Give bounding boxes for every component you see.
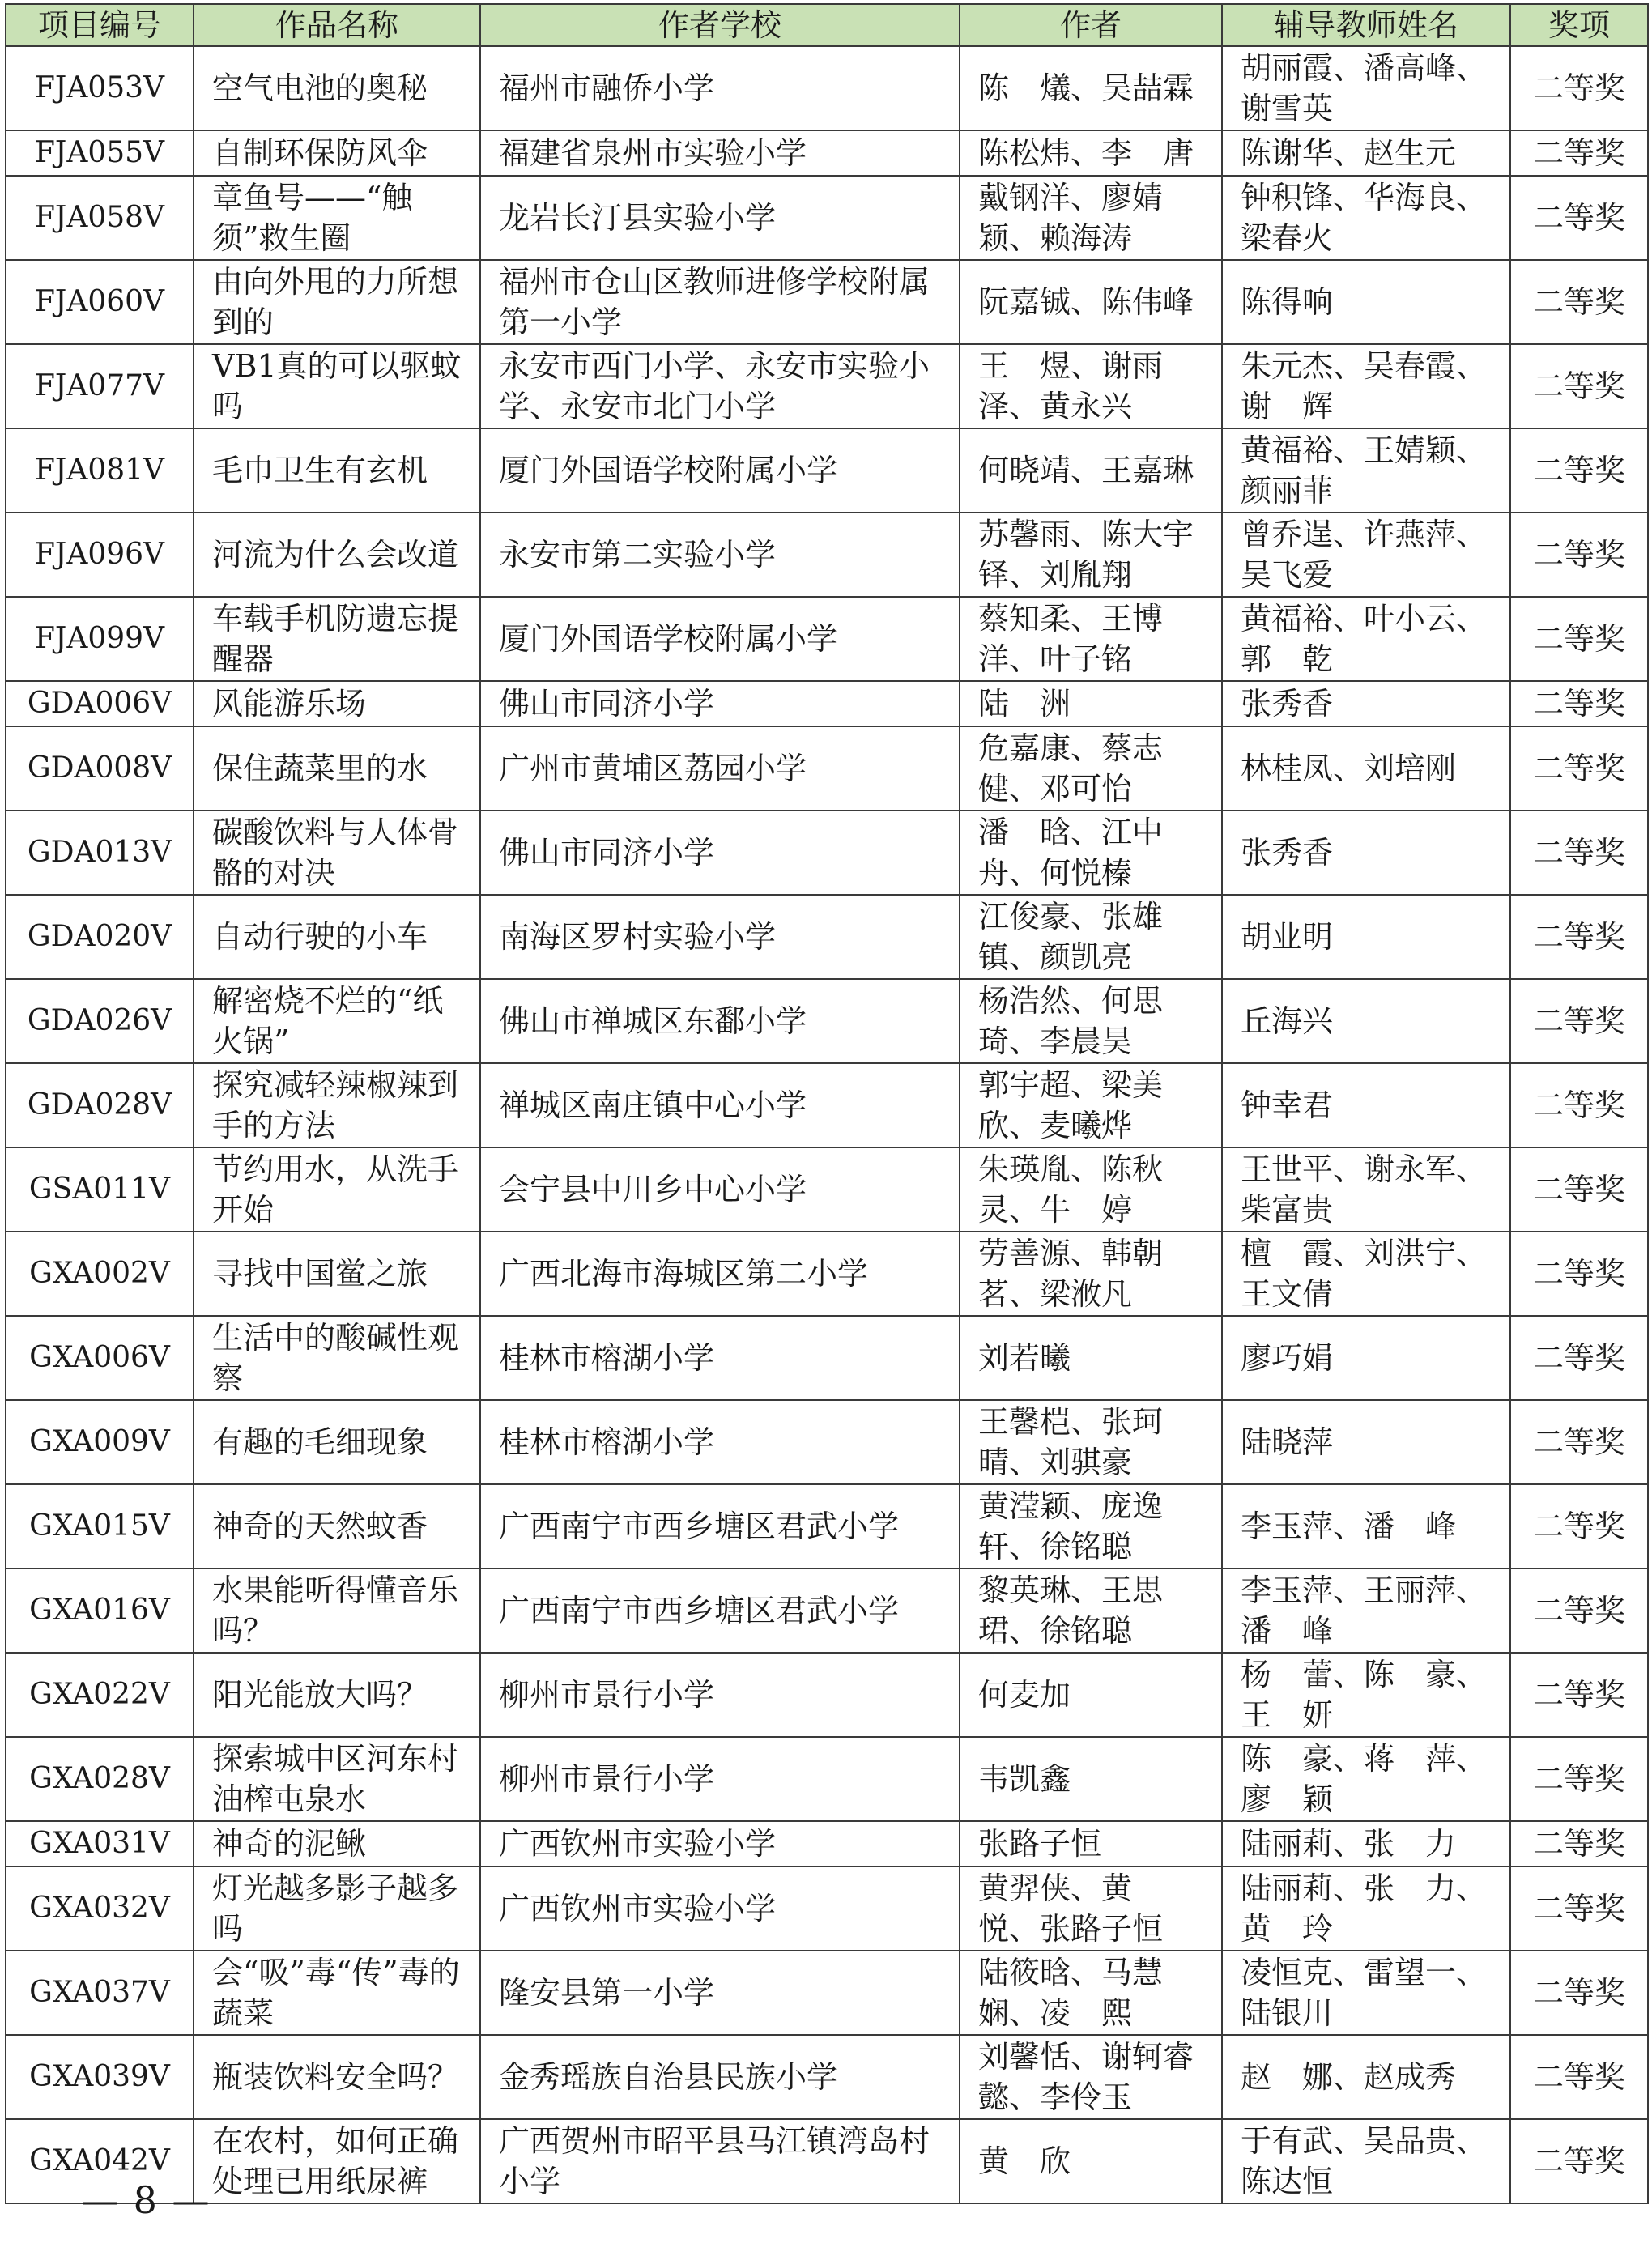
award-cell: 二等奖 [1510, 726, 1648, 811]
project-id-cell: GXA037V [6, 1951, 194, 2035]
table-row [6, 1737, 1648, 1821]
awards-table [5, 3, 1649, 2204]
award-cell: 二等奖 [1510, 1653, 1648, 1737]
school-cell: 厦门外国语学校附属小学 [480, 428, 960, 513]
table-row [6, 2119, 1648, 2203]
table-row [6, 811, 1648, 895]
school-cell: 福建省泉州市实验小学 [480, 130, 960, 176]
project-id-cell: FJA055V [6, 130, 194, 176]
project-id-cell: GXA031V [6, 1821, 194, 1866]
award-cell: 二等奖 [1510, 1866, 1648, 1951]
award-cell: 二等奖 [1510, 176, 1648, 260]
table-row [6, 1653, 1648, 1737]
project-id-cell: GXA042V [6, 2119, 194, 2203]
school-cell: 广西南宁市西乡塘区君武小学 [480, 1568, 960, 1653]
award-cell: 二等奖 [1510, 260, 1648, 344]
table-row [6, 681, 1648, 726]
school-cell: 福州市融侨小学 [480, 46, 960, 130]
work-title-cell: 水果能听得懂音乐吗？ [194, 1568, 480, 1653]
teachers-cell: 陆丽莉、张 力 [1222, 1821, 1510, 1866]
award-cell: 二等奖 [1510, 597, 1648, 681]
school-cell: 广西贺州市昭平县马江镇湾岛村小学 [480, 2119, 960, 2203]
award-cell: 二等奖 [1510, 1063, 1648, 1147]
school-cell: 广西钦州市实验小学 [480, 1821, 960, 1866]
project-id-cell: GSA011V [6, 1147, 194, 1232]
authors-cell: 朱瑛胤、陈秋灵、牛 婷 [960, 1147, 1222, 1232]
award-cell: 二等奖 [1510, 979, 1648, 1063]
page-number: — 8 — [81, 2178, 211, 2222]
authors-cell: 蔡知柔、王博洋、叶子铭 [960, 597, 1222, 681]
teachers-cell: 于有武、吴品贵、陈达恒 [1222, 2119, 1510, 2203]
project-id-cell: FJA077V [6, 344, 194, 428]
project-id-cell: GXA022V [6, 1653, 194, 1737]
project-id-cell: GDA026V [6, 979, 194, 1063]
authors-cell: 王 煜、谢雨泽、黄永兴 [960, 344, 1222, 428]
school-cell: 佛山市禅城区东鄱小学 [480, 979, 960, 1063]
award-cell: 二等奖 [1510, 1232, 1648, 1316]
teachers-cell: 张秀香 [1222, 681, 1510, 726]
project-id-cell: GXA002V [6, 1232, 194, 1316]
table-row [6, 1232, 1648, 1316]
work-title-cell: 空气电池的奥秘 [194, 46, 480, 130]
table-row [6, 597, 1648, 681]
school-cell: 广西北海市海城区第二小学 [480, 1232, 960, 1316]
authors-cell: 张路子恒 [960, 1821, 1222, 1866]
award-cell: 二等奖 [1510, 2035, 1648, 2119]
table-header [6, 4, 1648, 46]
school-cell: 金秀瑶族自治县民族小学 [480, 2035, 960, 2119]
teachers-cell: 黄福裕、王婧颖、颜丽菲 [1222, 428, 1510, 513]
project-id-cell: GDA020V [6, 895, 194, 979]
award-cell: 二等奖 [1510, 1821, 1648, 1866]
table-row [6, 979, 1648, 1063]
work-title-cell: 有趣的毛细现象 [194, 1400, 480, 1484]
authors-cell: 危嘉康、蔡志健、邓可怡 [960, 726, 1222, 811]
authors-cell: 陈 燨、吴喆霖 [960, 46, 1222, 130]
table-row [6, 344, 1648, 428]
work-title-cell: 阳光能放大吗？ [194, 1653, 480, 1737]
table-row [6, 2035, 1648, 2119]
work-title-cell: 河流为什么会改道 [194, 513, 480, 597]
table-row [6, 1063, 1648, 1147]
work-title-cell: 车载手机防遗忘提醒器 [194, 597, 480, 681]
award-cell: 二等奖 [1510, 344, 1648, 428]
teachers-cell: 胡丽霞、潘高峰、谢雪英 [1222, 46, 1510, 130]
teachers-cell: 林桂凤、刘培刚 [1222, 726, 1510, 811]
school-cell: 会宁县中川乡中心小学 [480, 1147, 960, 1232]
award-cell: 二等奖 [1510, 130, 1648, 176]
award-cell: 二等奖 [1510, 1484, 1648, 1568]
table-row [6, 895, 1648, 979]
header-work-title: 作品名称 [194, 4, 480, 46]
teachers-cell: 李玉萍、潘 峰 [1222, 1484, 1510, 1568]
project-id-cell: GXA016V [6, 1568, 194, 1653]
school-cell: 佛山市同济小学 [480, 681, 960, 726]
award-cell: 二等奖 [1510, 1951, 1648, 2035]
teachers-cell: 张秀香 [1222, 811, 1510, 895]
teachers-cell: 王世平、谢永军、柴富贵 [1222, 1147, 1510, 1232]
teachers-cell: 陈得响 [1222, 260, 1510, 344]
award-cell: 二等奖 [1510, 513, 1648, 597]
authors-cell: 戴钢洋、廖婧颖、赖海涛 [960, 176, 1222, 260]
school-cell: 柳州市景行小学 [480, 1653, 960, 1737]
award-cell: 二等奖 [1510, 428, 1648, 513]
work-title-cell: 探究减轻辣椒辣到手的方法 [194, 1063, 480, 1147]
school-cell: 佛山市同济小学 [480, 811, 960, 895]
work-title-cell: 章鱼号——“触须”救生圈 [194, 176, 480, 260]
work-title-cell: 由向外甩的力所想到的 [194, 260, 480, 344]
authors-cell: 刘若曦 [960, 1316, 1222, 1400]
project-id-cell: GXA015V [6, 1484, 194, 1568]
authors-cell: 刘馨恬、谢轲睿懿、李伶玉 [960, 2035, 1222, 2119]
table-row [6, 1951, 1648, 2035]
work-title-cell: 毛巾卫生有玄机 [194, 428, 480, 513]
teachers-cell: 陈谢华、赵生元 [1222, 130, 1510, 176]
table-row [6, 46, 1648, 130]
work-title-cell: 神奇的泥鳅 [194, 1821, 480, 1866]
teachers-cell: 廖巧娟 [1222, 1316, 1510, 1400]
award-cell: 二等奖 [1510, 46, 1648, 130]
project-id-cell: FJA053V [6, 46, 194, 130]
project-id-cell: GDA028V [6, 1063, 194, 1147]
authors-cell: 阮嘉铖、陈伟峰 [960, 260, 1222, 344]
work-title-cell: 会“吸”毒“传”毒的蔬菜 [194, 1951, 480, 2035]
header-authors: 作者 [960, 4, 1222, 46]
work-title-cell: 自动行驶的小车 [194, 895, 480, 979]
table-row [6, 1821, 1648, 1866]
teachers-cell: 檀 霞、刘洪宁、王文倩 [1222, 1232, 1510, 1316]
authors-cell: 陆 洲 [960, 681, 1222, 726]
work-title-cell: 灯光越多影子越多吗 [194, 1866, 480, 1951]
work-title-cell: 自制环保防风伞 [194, 130, 480, 176]
authors-cell: 劳善源、韩朝茗、梁浟凡 [960, 1232, 1222, 1316]
teachers-cell: 黄福裕、叶小云、郭 乾 [1222, 597, 1510, 681]
table-body [6, 46, 1648, 2203]
authors-cell: 陈松炜、李 唐 [960, 130, 1222, 176]
teachers-cell: 陆丽莉、张 力、黄 玲 [1222, 1866, 1510, 1951]
work-title-cell: 保住蔬菜里的水 [194, 726, 480, 811]
project-id-cell: FJA081V [6, 428, 194, 513]
teachers-cell: 陈 豪、蒋 萍、廖 颖 [1222, 1737, 1510, 1821]
header-teachers: 辅导教师姓名 [1222, 4, 1510, 46]
authors-cell: 王馨桤、张珂晴、刘骐豪 [960, 1400, 1222, 1484]
authors-cell: 潘 晗、江中舟、何悦榛 [960, 811, 1222, 895]
school-cell: 福州市仓山区教师进修学校附属第一小学 [480, 260, 960, 344]
project-id-cell: FJA099V [6, 597, 194, 681]
project-id-cell: GDA013V [6, 811, 194, 895]
project-id-cell: GDA008V [6, 726, 194, 811]
teachers-cell: 李玉萍、王丽萍、潘 峰 [1222, 1568, 1510, 1653]
teachers-cell: 赵 娜、赵成秀 [1222, 2035, 1510, 2119]
teachers-cell: 钟积锋、华海良、梁春火 [1222, 176, 1510, 260]
school-cell: 厦门外国语学校附属小学 [480, 597, 960, 681]
table-row [6, 428, 1648, 513]
project-id-cell: GXA028V [6, 1737, 194, 1821]
project-id-cell: FJA096V [6, 513, 194, 597]
work-title-cell: 神奇的天然蚊香 [194, 1484, 480, 1568]
teachers-cell: 钟幸君 [1222, 1063, 1510, 1147]
authors-cell: 江俊豪、张雄镇、颜凯亮 [960, 895, 1222, 979]
project-id-cell: FJA060V [6, 260, 194, 344]
teachers-cell: 曾乔逞、许燕萍、吴飞爱 [1222, 513, 1510, 597]
authors-cell: 何麦加 [960, 1653, 1222, 1737]
table-row [6, 1147, 1648, 1232]
award-cell: 二等奖 [1510, 1316, 1648, 1400]
project-id-cell: GXA009V [6, 1400, 194, 1484]
teachers-cell: 陆晓萍 [1222, 1400, 1510, 1484]
work-title-cell: 在农村，如何正确处理已用纸尿裤 [194, 2119, 480, 2203]
school-cell: 永安市西门小学、永安市实验小学、永安市北门小学 [480, 344, 960, 428]
table-row [6, 1484, 1648, 1568]
school-cell: 龙岩长汀县实验小学 [480, 176, 960, 260]
school-cell: 桂林市榕湖小学 [480, 1400, 960, 1484]
teachers-cell: 胡业明 [1222, 895, 1510, 979]
authors-cell: 黎英琳、王思珺、徐铭聪 [960, 1568, 1222, 1653]
table-row [6, 1866, 1648, 1951]
school-cell: 柳州市景行小学 [480, 1737, 960, 1821]
authors-cell: 黄羿侠、黄 悦、张路子恒 [960, 1866, 1222, 1951]
work-title-cell: 生活中的酸碱性观察 [194, 1316, 480, 1400]
authors-cell: 何晓靖、王嘉琳 [960, 428, 1222, 513]
teachers-cell: 丘海兴 [1222, 979, 1510, 1063]
table-row [6, 1316, 1648, 1400]
school-cell: 隆安县第一小学 [480, 1951, 960, 2035]
authors-cell: 苏馨雨、陈大宇铎、刘胤翔 [960, 513, 1222, 597]
award-cell: 二等奖 [1510, 1147, 1648, 1232]
school-cell: 禅城区南庄镇中心小学 [480, 1063, 960, 1147]
table-row [6, 1400, 1648, 1484]
project-id-cell: GXA006V [6, 1316, 194, 1400]
work-title-cell: 解密烧不烂的“纸火锅” [194, 979, 480, 1063]
work-title-cell: 节约用水，从洗手开始 [194, 1147, 480, 1232]
project-id-cell: GXA032V [6, 1866, 194, 1951]
project-id-cell: GDA006V [6, 681, 194, 726]
header-school: 作者学校 [480, 4, 960, 46]
award-cell: 二等奖 [1510, 895, 1648, 979]
award-cell: 二等奖 [1510, 1737, 1648, 1821]
authors-cell: 郭宇超、梁美欣、麦曦烨 [960, 1063, 1222, 1147]
authors-cell: 陆筱晗、马慧娴、凌 熙 [960, 1951, 1222, 2035]
work-title-cell: 寻找中国鲎之旅 [194, 1232, 480, 1316]
work-title-cell: 碳酸饮料与人体骨骼的对决 [194, 811, 480, 895]
work-title-cell: VB1真的可以驱蚊吗 [194, 344, 480, 428]
school-cell: 桂林市榕湖小学 [480, 1316, 960, 1400]
table-row [6, 726, 1648, 811]
header-project-id: 项目编号 [6, 4, 194, 46]
table-row [6, 176, 1648, 260]
authors-cell: 韦凯鑫 [960, 1737, 1222, 1821]
work-title-cell: 瓶装饮料安全吗？ [194, 2035, 480, 2119]
table-row [6, 1568, 1648, 1653]
school-cell: 南海区罗村实验小学 [480, 895, 960, 979]
school-cell: 广西南宁市西乡塘区君武小学 [480, 1484, 960, 1568]
table-row [6, 130, 1648, 176]
award-cell: 二等奖 [1510, 2119, 1648, 2203]
work-title-cell: 风能游乐场 [194, 681, 480, 726]
project-id-cell: GXA039V [6, 2035, 194, 2119]
header-award: 奖项 [1510, 4, 1648, 46]
authors-cell: 黄 欣 [960, 2119, 1222, 2203]
school-cell: 永安市第二实验小学 [480, 513, 960, 597]
school-cell: 广州市黄埔区荔园小学 [480, 726, 960, 811]
award-cell: 二等奖 [1510, 1568, 1648, 1653]
award-cell: 二等奖 [1510, 811, 1648, 895]
school-cell: 广西钦州市实验小学 [480, 1866, 960, 1951]
teachers-cell: 朱元杰、吴春霞、谢 辉 [1222, 344, 1510, 428]
work-title-cell: 探索城中区河东村油榨屯泉水 [194, 1737, 480, 1821]
award-cell: 二等奖 [1510, 1400, 1648, 1484]
teachers-cell: 杨 蕾、陈 豪、王 妍 [1222, 1653, 1510, 1737]
authors-cell: 杨浩然、何思琦、李晨昊 [960, 979, 1222, 1063]
authors-cell: 黄滢颖、庞逸轩、徐铭聪 [960, 1484, 1222, 1568]
table-row [6, 260, 1648, 344]
table-row [6, 513, 1648, 597]
award-cell: 二等奖 [1510, 681, 1648, 726]
project-id-cell: FJA058V [6, 176, 194, 260]
teachers-cell: 凌恒克、雷望一、陆银川 [1222, 1951, 1510, 2035]
